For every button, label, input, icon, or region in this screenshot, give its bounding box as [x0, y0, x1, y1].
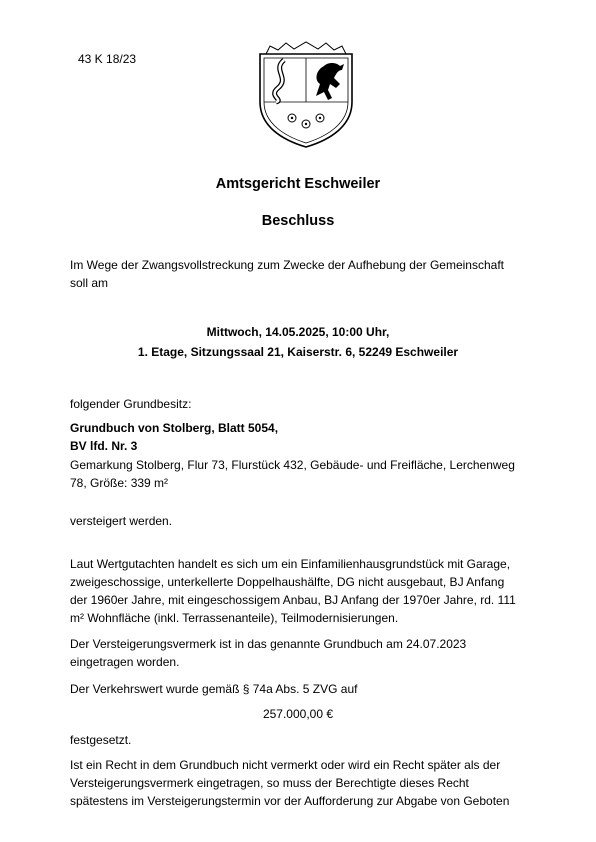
rights-line-2: Versteigerungsvermerk eingetragen, so muss der Berechtigte dieses Recht — [70, 776, 469, 790]
property-desc-2: 78, Größe: 339 m² — [70, 476, 169, 490]
property-desc-1: Gemarkung Stolberg, Flur 73, Flurstück 432, Gebäude- und Freifläche, Lerchenweg — [70, 458, 515, 472]
valuation-line-2: zweigeschossige, unterkellerte Doppelhaushälfte, DG nicht ausgebaut, BJ Anfang — [70, 575, 505, 589]
valuation-line-4: m² Wohnfläche (inkl. Terrassenanteile), Teilmodernisierungen. — [70, 611, 399, 625]
valuation-line-3: der 1960er Jahre, mit eingeschossigem Anbau, BJ Anfang der 1970er Jahre, rd. 111 — [70, 593, 516, 607]
rights-line-1: Ist ein Recht in dem Grundbuch nicht vermerkt oder wird ein Recht später als der — [70, 758, 501, 772]
intro-line-1: Im Wege der Zwangsvollstreckung zum Zwecke der Aufhebung der Gemeinschaft — [70, 258, 504, 272]
valuation-line-1: Laut Wertgutachten handelt es sich um ein Einfamilienhausgrundstück mit Garage, — [70, 557, 511, 571]
registration-line-2: eingetragen worden. — [70, 655, 180, 669]
property-register: Grundbuch von Stolberg, Blatt 5054, — [70, 421, 279, 435]
property-number: BV lfd. Nr. 3 — [70, 439, 138, 453]
case-number: 43 K 18/23 — [78, 52, 137, 66]
intro-line-2: soll am — [70, 276, 109, 290]
registration-line-1: Der Versteigerungsvermerk ist in das genannte Grundbuch am 24.07.2023 — [70, 637, 467, 651]
market-value-tail: festgesetzt. — [70, 733, 132, 747]
appointment-place: 1. Etage, Sitzungssaal 21, Kaiserstr. 6, 52249 Eschweiler — [137, 345, 459, 359]
rights-line-3: spätestens im Versteigerungstermin vor der Aufforderung zur Abgabe von Geboten — [70, 794, 510, 808]
document-type: Beschluss — [261, 213, 335, 229]
market-value-amount: 257.000,00 € — [262, 707, 334, 721]
property-lead: folgender Grundbesitz: — [70, 397, 192, 411]
auction-line: versteigert werden. — [70, 514, 173, 528]
appointment-date: Mittwoch, 14.05.2025, 10:00 Uhr, — [206, 325, 390, 339]
court-name: Amtsgericht Eschweiler — [215, 176, 381, 192]
market-value-lead: Der Verkehrswert wurde gemäß § 74a Abs. 5 ZVG auf — [70, 682, 358, 696]
nrw-coat-of-arms-icon — [256, 40, 356, 150]
